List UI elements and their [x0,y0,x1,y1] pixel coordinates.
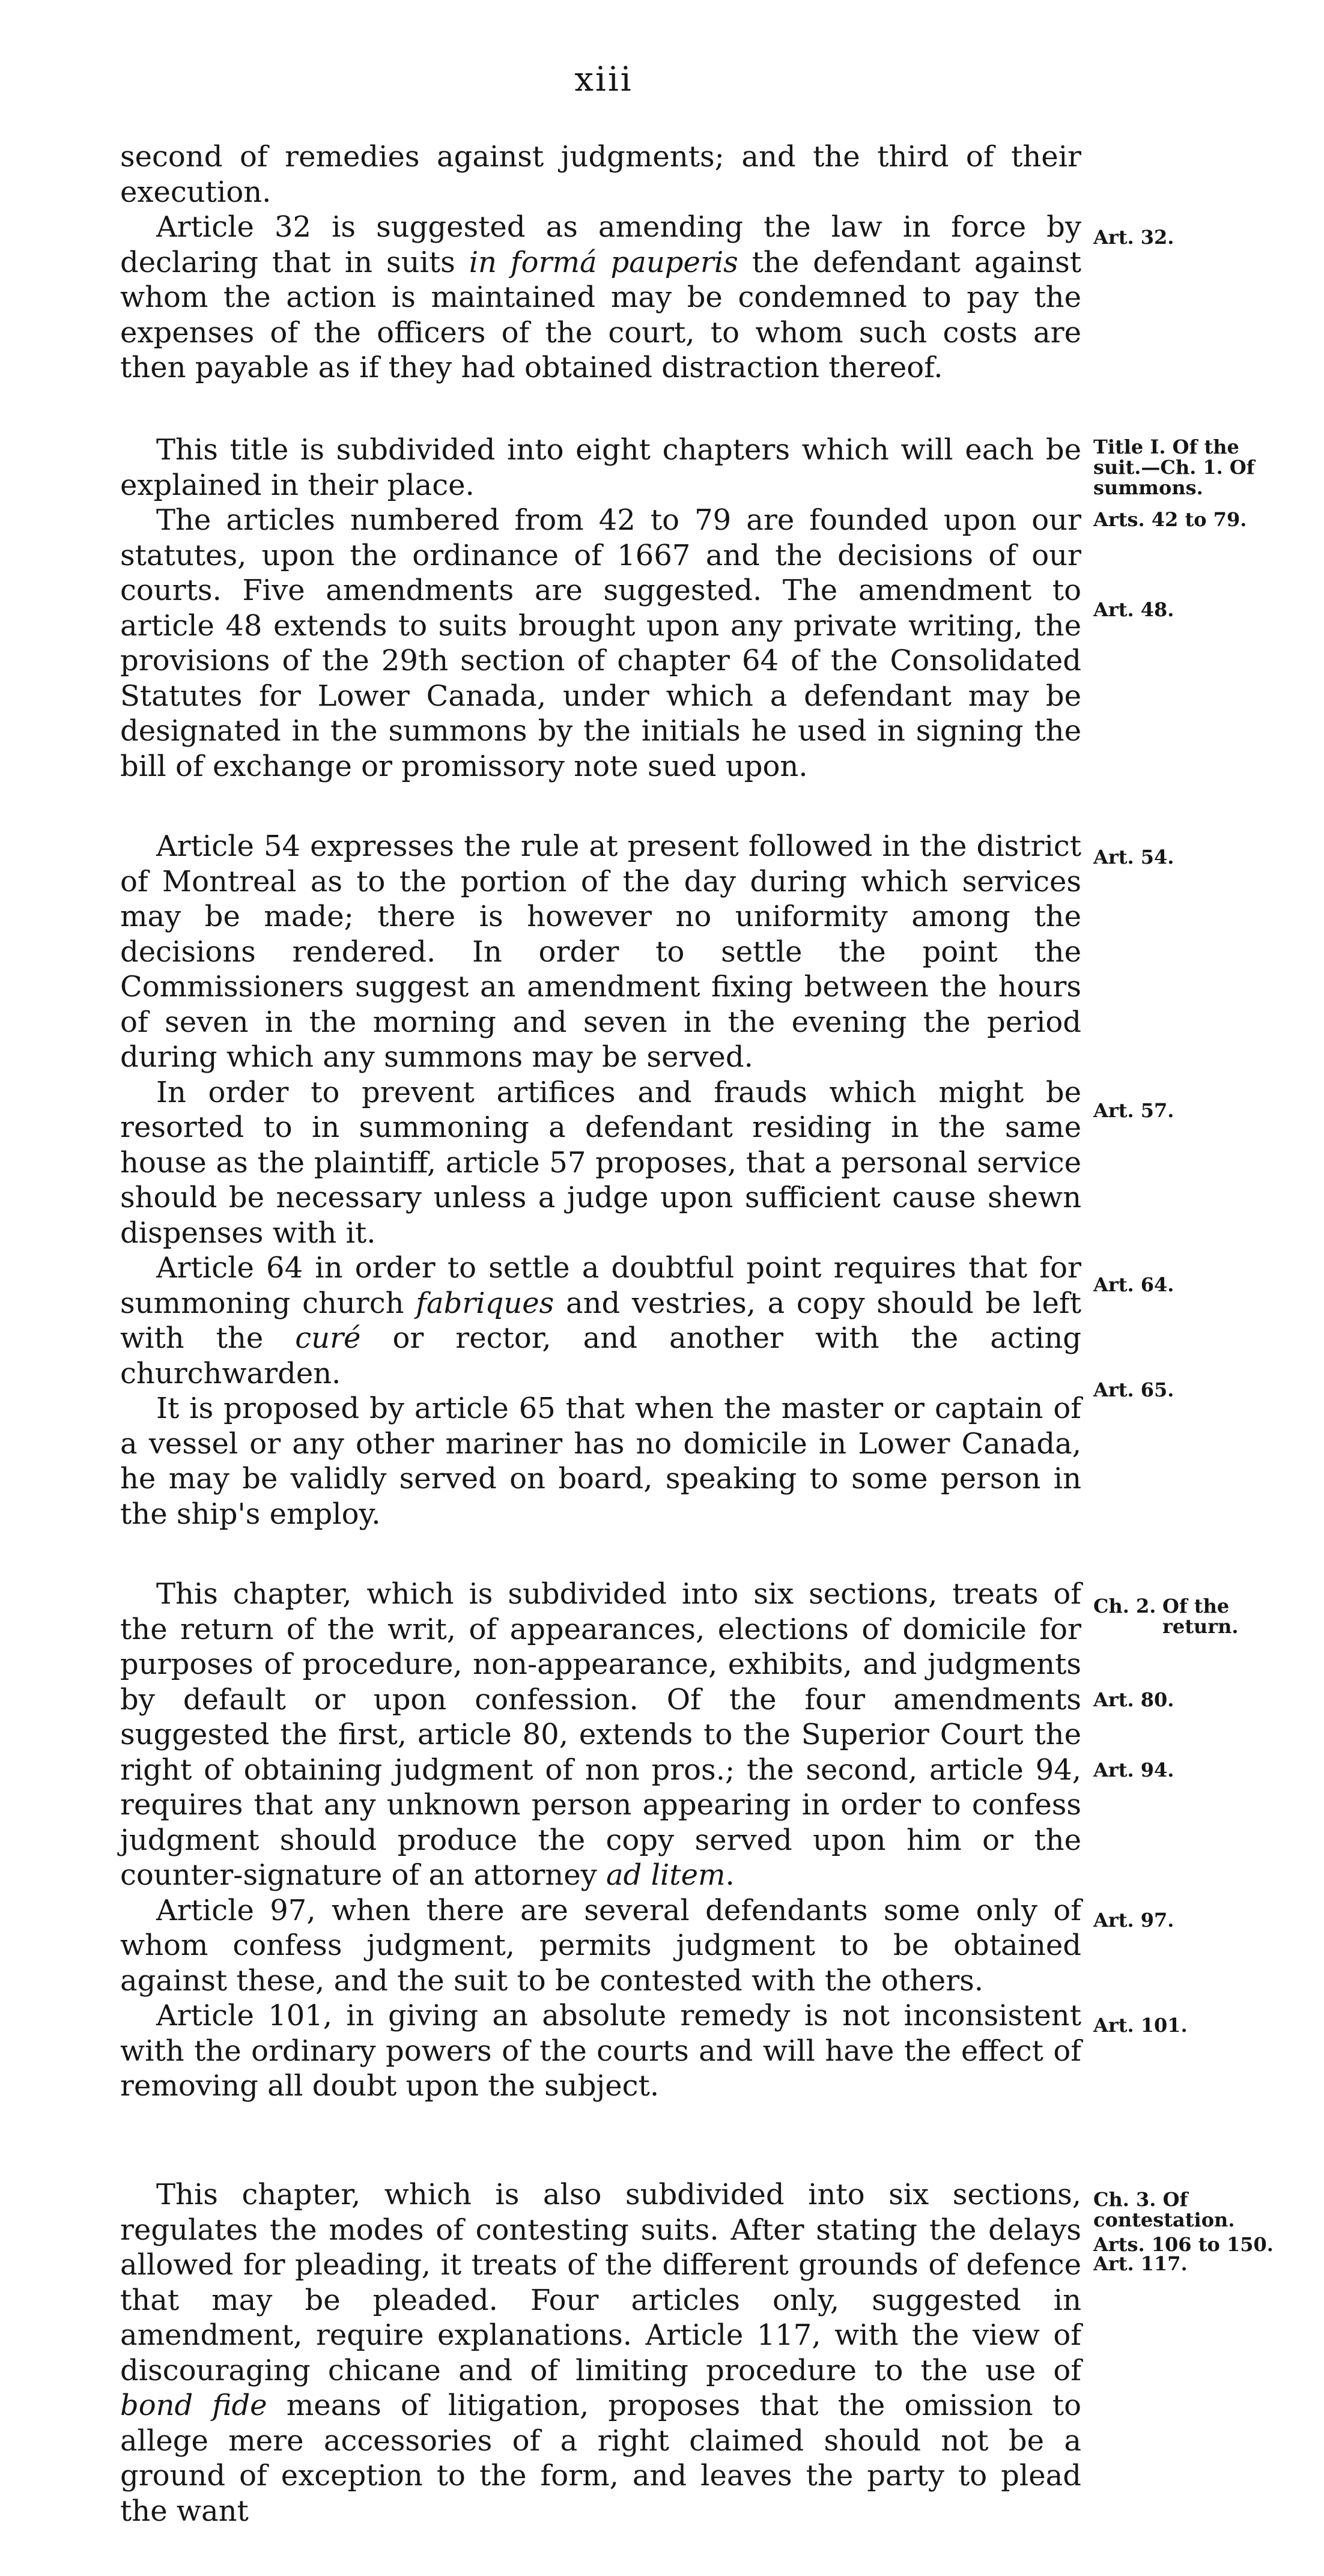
text-block-5 [120,2177,1081,2529]
paragraph: This chapter, which is subdivided into six sections, treats of the return of the writ, of appearances, elections of domicile for purposes of procedure, non-appearance, exhibits, and judgments by default or upon confession. Of the four amendments suggested the first, article 80, extends to the Superior Court the right of obtaining judgment of non pros.; the second, article 94, requires that any unknown person appearing in order to confess judgment should produce the copy served upon him or the counter-signature of an attorney ad litem. [120,1577,1081,1892]
paragraph: It is proposed by article 65 that when the master or captain of a vessel or any other mariner has no domicile in Lower Canada, he may be validly served on board, speaking to some person in the ship's employ. [120,1392,1081,1531]
margin-note: Ch. 2. [1093,1595,1156,1617]
paragraph: Article 97, when there are several defendants some only of whom confess judgment, permits judgment to be obtained against these, and the suit to be contested with the others. [120,1893,1081,1998]
paragraph: The articles numbered from 42 to 79 are founded upon our statutes, upon the ordinance of 1667 and the decisions of our courts. Five amendments are suggested. The amendment to article 48 extends to suits brought upon any private writing, the provisions of the 29th section of chapter 64 of the Consolidated Statutes for Lower Canada, under which a defendant may be designated in the summons by the initials he used in signing the bill of exchange or promissory note sued upon. [120,503,1081,783]
margin-note: Art. 64. [1093,1273,1174,1296]
paragraph: This chapter, which is also subdivided into six sections, regulates the modes of contesting suits. After stating the delays allowed for pleading, it treats of the different grounds of defence that may be pleaded. Four articles only, suggested in amendment, require explanations. Article 117, with the view of discouraging chicane and of limiting procedure to the use of bond fide means of litigation, proposes that the omission to allege mere accessories of a right claimed should not be a ground of exception to the form, and leaves the party to plead the want [120,2178,1081,2528]
page-number: xiii [574,60,633,99]
margin-note: Art. 97. [1093,1909,1174,1932]
text-block-1 [120,139,1081,386]
margin-note: Art. 65. [1093,1378,1174,1401]
margin-note: Art. 57. [1093,1099,1174,1122]
paragraph: Article 101, in giving an absolute remedy is not inconsistent with the ordinary powers of the courts and will have the effect of removing all doubt upon the subject. [120,1999,1081,2103]
text-block-4 [120,1577,1081,2104]
margin-note: Title I. Of the suit.—Ch. 1. Of summons. [1093,435,1255,499]
margin-note: Arts. 106 to 150. [1093,2233,1274,2256]
text-block-3 [120,829,1081,1532]
paragraph: This title is subdivided into eight chapters which will each be explained in their place. [120,433,1081,502]
margin-note: Art. 54. [1093,846,1174,868]
paragraph: Article 54 expresses the rule at present followed in the district of Montreal as to the portion of the day during which services may be made; there is however no uniformity among the decisions rendered. In order to settle the point the Commissioners suggest an amendment fixing between the hours of seven in the morning and seven in the evening the period during which any summons may be served. [120,829,1081,1074]
paragraph: In order to prevent artifices and frauds which might be resorted to in summoning a defendant residing in the same house as the plaintiff, article 57 proposes, that a personal service should be necessary unless a judge upon sufficient cause shewn dispenses with it. [120,1075,1081,1250]
margin-note: Arts. 42 to 79. [1093,508,1247,531]
paragraph: Article 64 in order to settle a doubtful point requires that for summoning church fabriques and vestries, a copy should be left with the curé or rector, and another with the acting churchwarden. [120,1251,1081,1390]
text-block-2 [120,432,1081,784]
paragraph: Article 32 is suggested as amending the law in force by declaring that in suits in formá pauperis the defendant against whom the action is maintained may be condemned to pay the expenses of the officers of the court, to whom such costs are then payable as if they had obtained distraction thereof. [120,210,1082,384]
margin-note: Art. 48. [1093,598,1174,621]
margin-note: Art. 80. [1093,1688,1174,1711]
margin-note: Art. 32. [1093,226,1174,249]
margin-note: Of the return. [1162,1595,1239,1638]
margin-note: Art. 117. [1093,2252,1188,2275]
margin-note: Ch. 3. Of contestation. [1093,2188,1235,2231]
paragraph: second of remedies against judgments; and the third of their execution. [120,140,1081,209]
margin-note: Art. 101. [1093,2014,1188,2037]
margin-note: Art. 94. [1093,1759,1174,1781]
